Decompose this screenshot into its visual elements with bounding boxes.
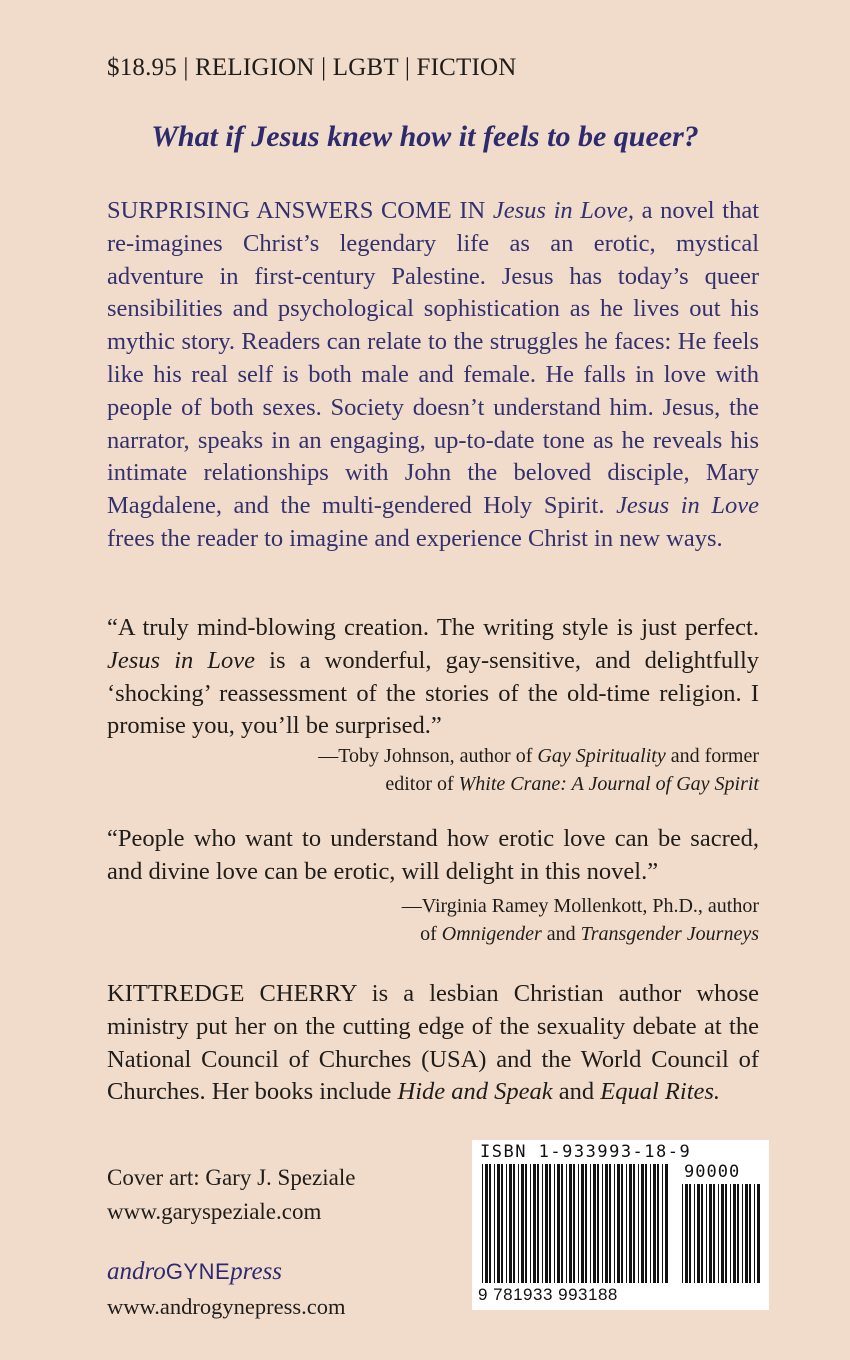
barcode-bar	[497, 1164, 500, 1283]
barcode-bar	[593, 1164, 596, 1283]
barcode-bar	[509, 1164, 512, 1283]
logo-press: press	[230, 1258, 283, 1285]
quote2-text: “People who want to understand how erotic love can be sacred, and divine love can be erotic, will delight in this novel.”	[107, 825, 759, 885]
barcode-bar	[709, 1184, 712, 1283]
quote1-attrib-title-2: White Crane: A Journal of Gay Spirit	[458, 773, 759, 795]
barcode-bar	[494, 1164, 495, 1283]
barcode-bar	[638, 1164, 639, 1283]
bio-text-2: and	[552, 1078, 601, 1106]
barcode-bar	[665, 1164, 668, 1283]
barcode-bar	[718, 1184, 719, 1283]
author-bio	[107, 978, 759, 1109]
publisher-website[interactable]: www.androgynepress.com	[107, 1294, 346, 1319]
quote1-title: Jesus in Love	[107, 646, 256, 674]
barcode-bar	[506, 1164, 507, 1283]
logo-gyne: GYNE	[165, 1259, 231, 1284]
barcode-bar	[617, 1164, 620, 1283]
barcode-bar	[561, 1164, 563, 1283]
barcode-bar	[537, 1164, 539, 1283]
barcode-bar	[605, 1164, 608, 1283]
logo-andro: andro	[107, 1258, 166, 1285]
barcode-bar	[653, 1164, 656, 1283]
barcode-bar	[725, 1184, 727, 1283]
barcode-bar	[609, 1164, 611, 1283]
quote1-attrib-text-1: —Toby Johnson, author of	[318, 745, 538, 767]
barcode-bar	[685, 1184, 688, 1283]
barcode-bar	[626, 1164, 627, 1283]
cover-art-credit: Cover art: Gary J. Speziale	[107, 1165, 356, 1190]
barcode-bar	[530, 1164, 531, 1283]
barcode-bar	[533, 1164, 536, 1283]
price-category-line: $18.95 | RELIGION | LGBT | FICTION	[107, 54, 517, 81]
quote1-attribution	[107, 742, 759, 798]
barcode-bar	[549, 1164, 551, 1283]
quote2-attrib-line-1: —Virginia Ramey Mollenkott, Ph.D., author	[401, 895, 759, 917]
quote2-attrib-title-2: Transgender Journeys	[580, 923, 759, 945]
barcode-bar	[757, 1184, 760, 1283]
barcode-bar	[525, 1164, 527, 1283]
barcode-bar	[578, 1164, 579, 1283]
barcode-bar	[733, 1184, 736, 1283]
quote1-text-2: is a wonderful, gay-sensitive, and delightfully ‘shocking’ reassessment of the stories of the old-time religion. I promise you, you’ll be surprised.”	[107, 646, 759, 740]
barcode-bar	[721, 1184, 724, 1283]
quote1-text-1: “A truly mind-blowing creation. The writing style is just perfect.	[107, 614, 759, 641]
barcode-bar	[513, 1164, 515, 1283]
quote1-attrib-line-1	[107, 742, 759, 770]
barcode-bar	[701, 1184, 703, 1283]
barcode-bar	[662, 1164, 663, 1283]
barcode-bar	[557, 1164, 560, 1283]
barcode-bar	[706, 1184, 707, 1283]
barcode-bar	[730, 1184, 731, 1283]
barcode-bar	[621, 1164, 623, 1283]
barcode-bar	[590, 1164, 591, 1283]
barcode-bar	[581, 1164, 584, 1283]
isbn-label: ISBN 1-933993-18-9	[480, 1142, 692, 1162]
barcode-bar	[697, 1184, 700, 1283]
quote2-attribution	[107, 892, 759, 948]
barcode-bar	[682, 1184, 683, 1283]
blurb-text-1: SURPRISING ANSWERS COME IN	[107, 197, 493, 224]
barcode-bar	[689, 1184, 691, 1283]
barcode-bar	[569, 1164, 572, 1283]
book-blurb	[107, 195, 759, 556]
bio-title-1: Hide and Speak	[397, 1078, 553, 1106]
barcode-bar	[554, 1164, 555, 1283]
barcode-bar	[745, 1184, 748, 1283]
quote2-attrib-title-1: Omnigender	[441, 923, 542, 945]
ean-digits: 9 781933 993188	[478, 1285, 618, 1304]
isbn-barcode	[472, 1140, 769, 1310]
blurb-title-2: Jesus in Love	[616, 492, 759, 520]
bio-title-2: Equal Rites.	[600, 1078, 721, 1106]
barcode-bar	[542, 1164, 543, 1283]
barcode-bar	[485, 1164, 488, 1283]
publisher-logo	[107, 1258, 282, 1286]
barcode-bar	[501, 1164, 503, 1283]
price-code-label: 90000	[684, 1162, 741, 1182]
barcode-bar	[749, 1184, 751, 1283]
barcode-bar	[602, 1164, 603, 1283]
barcode-bar	[597, 1164, 599, 1283]
blurb-text-2: a novel that re-imagines Christ’s legendary life as an erotic, mystical adventure in first-century Palestine. Jesus has today’s queer sensibilities and psychological sophistication as he lives out his mythic story. Readers can relate to the struggles he faces: He feels like his real self is both male and female. He falls in love with people of both sexes. Society doesn’t understand him. Jesus, the narrator, speaks in an engaging, up-to-date tone as he reveals his intimate relationships with John the beloved disciple, Mary Magdalene, and the multi-gendered Holy Spirit.	[107, 197, 759, 520]
quote2-attrib-line-2	[107, 920, 759, 948]
barcode-bar	[754, 1184, 755, 1283]
barcode-bar	[650, 1164, 651, 1283]
quote2-attrib-text-1: of	[420, 923, 442, 945]
barcode-bar	[629, 1164, 632, 1283]
quote2-attrib-text-2: and	[541, 923, 581, 945]
bio-text-1: KITTREDGE CHERRY is a lesbian Christian author whose ministry put her on the cutting edge of the sexuality debate at the National Council of Churches (USA) and the World Council of Churches. Her books include	[107, 980, 759, 1106]
barcode-bar	[518, 1164, 519, 1283]
quote1-attrib-title-1: Gay Spirituality	[537, 745, 666, 767]
artist-website[interactable]: www.garyspeziale.com	[107, 1199, 322, 1224]
blurb-title-1: Jesus in Love,	[492, 197, 635, 224]
barcode-bar	[713, 1184, 715, 1283]
barcode-bar	[641, 1164, 644, 1283]
quote1-attrib-text-2: and former	[665, 745, 759, 767]
barcode-bar	[742, 1184, 743, 1283]
quote1-attrib-line-2	[107, 770, 759, 798]
quote1-attrib-text-3: editor of	[385, 773, 459, 795]
barcode-bar	[521, 1164, 524, 1283]
barcode-bar	[694, 1184, 695, 1283]
blurb-text-3: frees the reader to imagine and experience Christ in new ways.	[107, 524, 723, 552]
barcode-bar	[614, 1164, 615, 1283]
barcode-bar	[645, 1164, 647, 1283]
barcode-bar	[633, 1164, 635, 1283]
barcode-bar	[482, 1164, 483, 1283]
barcode-bar	[585, 1164, 587, 1283]
review-quote-1	[107, 612, 759, 743]
barcode-bar	[489, 1164, 491, 1283]
barcode-bar	[657, 1164, 659, 1283]
headline: What if Jesus knew how it feels to be queer?	[151, 120, 699, 153]
barcode-bar	[573, 1164, 575, 1283]
barcode-bar	[545, 1164, 548, 1283]
barcode-bar	[566, 1164, 567, 1283]
review-quote-2	[107, 823, 759, 889]
barcode-bar	[737, 1184, 739, 1283]
